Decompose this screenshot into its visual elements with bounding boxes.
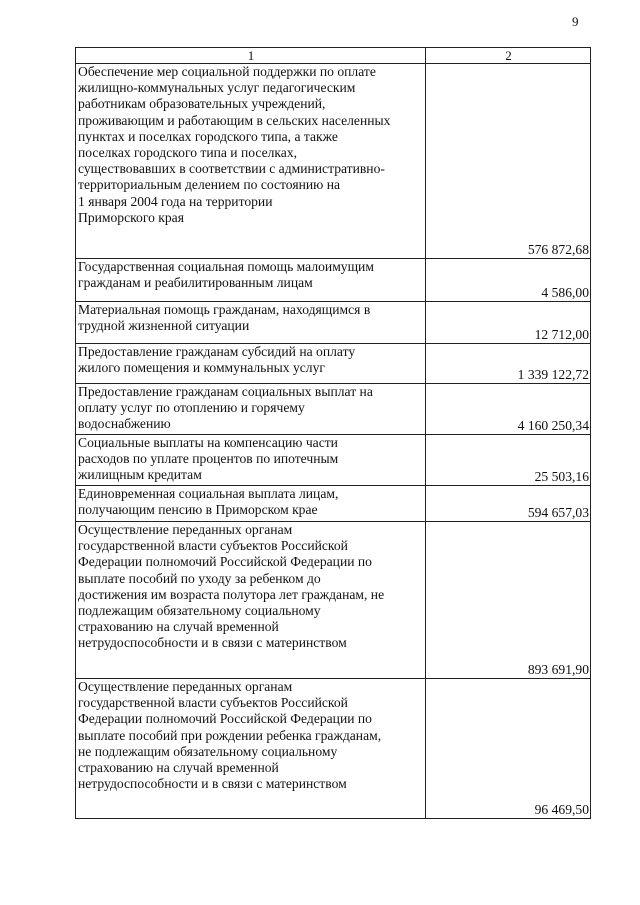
column-header: 2 [426, 48, 591, 64]
row-description: Осуществление переданных органам государственной власти субъектов Российской Федерации полномочий Российской Федерации по выплате пособий при рождении ребенка гражданам, не подлежащим обязательному социальному страхованию на случай временной нетрудоспособности и в связи с материнством [78, 679, 382, 792]
row-amount: 25 503,16 [426, 435, 591, 486]
page-number: 9 [572, 14, 579, 29]
row-description: Государственная социальная помощь малоимущим гражданам и реабилитированным лицам [78, 259, 374, 291]
row-amount: 576 872,68 [426, 64, 591, 259]
row-description: Осуществление переданных органам государственной власти субъектов Российской Федерации полномочий Российской Федерации по выплате пособий по уходу за ребенком до достижения им возраста полутора лет гражданам, не подлежащим обязательному социальному страхованию на случай временной нетрудоспособности и в связи с материнством [78, 522, 385, 651]
table-row [76, 384, 591, 435]
header-row [76, 48, 591, 64]
row-description: Обеспечение мер социальной поддержки по оплате жилищно-коммунальных услуг педагогическим работникам образовательных учреждений, проживающим и работающим в сельских населенных пунктах и поселках городского типа, а также поселках городского типа и поселках, существовавших в соответствии с административно- территориальным делением по состоянию на 1 января 2004 года на территории Приморского края [78, 64, 391, 225]
row-amount: 1 339 122,72 [426, 344, 591, 384]
table-row [76, 344, 591, 384]
table-row [76, 64, 591, 259]
budget-table [75, 47, 591, 819]
table-row [76, 302, 591, 344]
table-row [76, 679, 591, 819]
row-amount: 4 160 250,34 [426, 384, 591, 435]
table-row [76, 435, 591, 486]
row-description: Предоставление гражданам субсидий на оплату жилого помещения и коммунальных услуг [78, 344, 356, 376]
table-row [76, 522, 591, 679]
table-row [76, 259, 591, 302]
row-description: Социальные выплаты на компенсацию части расходов по уплате процентов по ипотечным жилищным кредитам [78, 435, 339, 483]
row-amount: 12 712,00 [426, 302, 591, 344]
column-header: 1 [76, 48, 426, 64]
row-amount: 4 586,00 [426, 259, 591, 302]
row-description: Предоставление гражданам социальных выплат на оплату услуг по отоплению и горячему водоснабжению [78, 384, 373, 432]
table-row [76, 486, 591, 522]
row-description: Материальная помощь гражданам, находящимся в трудной жизненной ситуации [78, 302, 371, 334]
row-amount: 594 657,03 [426, 486, 591, 522]
row-amount: 96 469,50 [426, 679, 591, 819]
row-description: Единовременная социальная выплата лицам, получающим пенсию в Приморском крае [78, 486, 339, 518]
row-amount: 893 691,90 [426, 522, 591, 679]
